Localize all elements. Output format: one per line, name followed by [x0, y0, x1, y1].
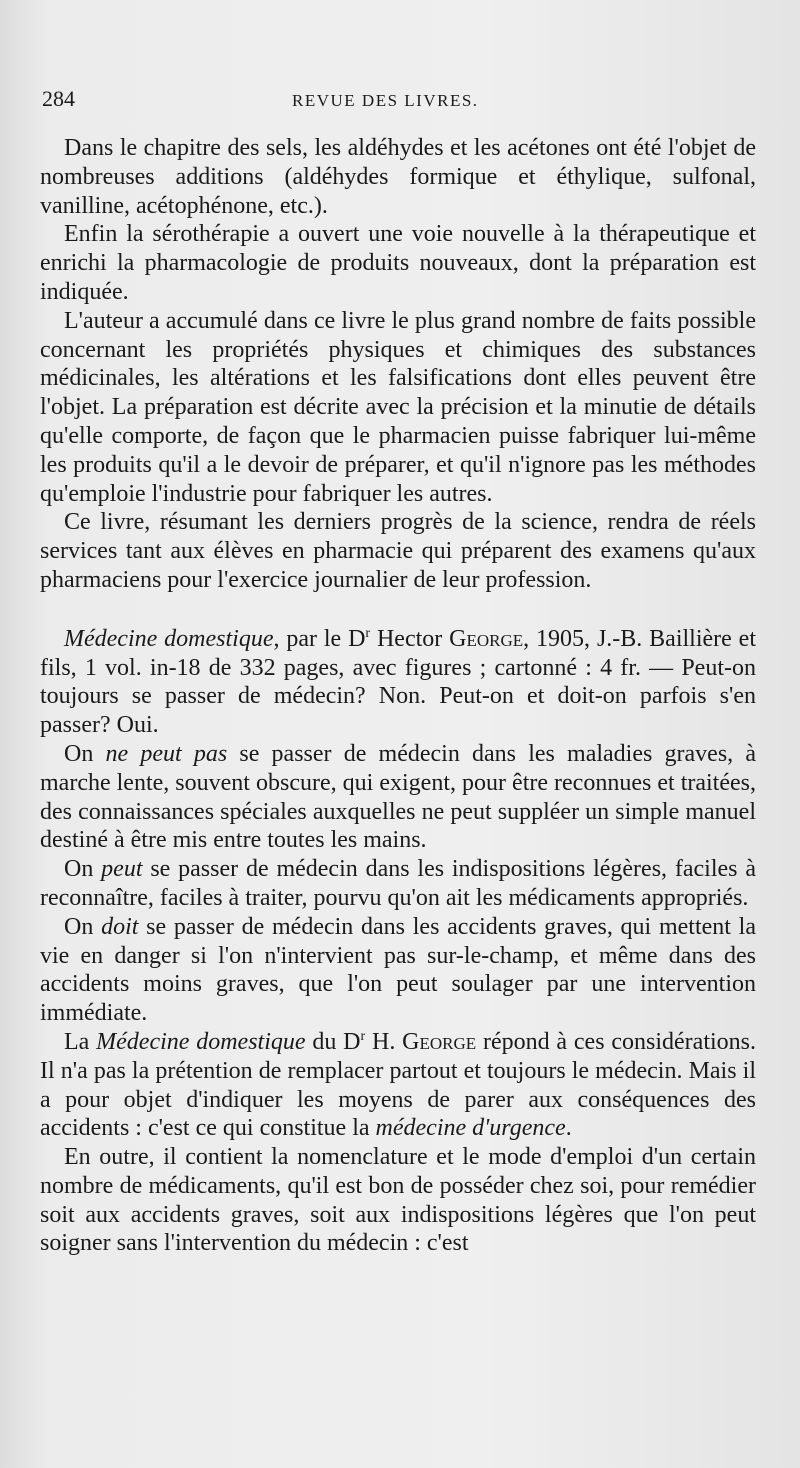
paragraph-3: L'auteur a accumulé dans ce livre le plus grand nombre de faits possible concernant les propriétés physiques et chimiques des substances médicinales, les altérations et les falsifications dont elles peuvent être l'objet. La préparation est décrite avec la précision et la minutie de détails qu'elle comporte, de façon que le pharmacien puisse fabriquer lui-même les produits qu'il a le devoir de préparer, et qu'il n'ignore pas les méthodes qu'emploie l'industrie pour fabriquer les autres.	[40, 307, 756, 507]
body-text	[40, 134, 756, 1258]
p6-before: On	[64, 740, 106, 767]
running-title: REVUE DES LIVRES.	[292, 91, 479, 110]
paragraph-10: En outre, il contient la nomenclature et le mode d'emploi d'un certain nombre de médicaments, qu'il est bon de posséder chez soi, pour remédier soit aux accidents graves, soit aux indispositions légères que l'on peut soigner sans l'intervention du médecin : c'est	[40, 1144, 756, 1257]
p9-dr-superscript: r	[360, 1028, 366, 1044]
p7-emphasis: peut	[101, 856, 143, 883]
paragraph-8	[40, 913, 756, 1028]
p7-after: se passer de médecin dans les indispositions légères, faciles à reconnaître, faciles à traiter, pourvu qu'on ait les médicaments appropriés.	[40, 856, 756, 911]
p9-author: H.	[365, 1028, 403, 1055]
page-header	[42, 86, 756, 120]
author-last: George	[449, 625, 524, 652]
paragraph-1: Dans le chapitre des sels, les aldéhydes et les acétones ont été l'objet de nombreuses additions (aldéhydes formique et éthylique, sulfonal, vanilline, acétophénone, etc.).	[40, 135, 756, 219]
p6-after: se passer de médecin dans les maladies graves, à marche lente, souvent obscure, qui exigent, pour être reconnues et traitées, des connaissances spéciales auxquelles ne peut suppléer un simple manuel destiné à être mis entre toutes les mains.	[40, 740, 756, 854]
paragraph-7	[40, 855, 756, 913]
book-review-heading	[40, 625, 756, 740]
by-text: , par le D	[273, 625, 366, 652]
paragraph-2: Enfin la sérothérapie a ouvert une voie nouvelle à la thérapeutique et enrichi la pharmacologie de produits nouveaux, dont la préparation est indiquée.	[40, 221, 756, 305]
paragraph-4: Ce livre, résumant les derniers progrès de la science, rendra de réels services tant aux élèves en pharmacie qui préparent des examens qu'aux pharmaciens pour l'exercice journalier de leur profession.	[40, 509, 756, 593]
p8-before: On	[64, 913, 102, 940]
page-number: 284	[42, 86, 75, 111]
p7-before: On	[64, 856, 102, 883]
p9-after: répond à ces considérations. Il n'a pas la prétention de remplacer partout et toujours le médecin. Mais il a pour objet d'indiquer les moyens de parer aux conséquences des accidents : c'est ce qui constitue la	[40, 1028, 756, 1142]
p8-after: se passer de médecin dans les accidents graves, qui mettent la vie en danger si l'on n'intervient pas sur-le-champ, et même dans des accidents moins graves, que l'on peut soulager par une intervention immédiate.	[40, 913, 756, 1027]
author-first: Hector	[370, 625, 450, 652]
p9-du: du D	[305, 1028, 361, 1055]
p9-before: La	[64, 1028, 97, 1055]
book-title: Médecine domestique	[64, 625, 274, 652]
book-details: , 1905, J.-B. Baillière et fils, 1 vol. in-18 de 332 pages, avec figures ; cartonné : 4 fr. — Peut-on toujours se passer de médecin? Non. Peut-on et doit-on parfois s'en passer? Oui.	[40, 625, 756, 739]
p6-emphasis: ne peut pas	[105, 740, 228, 767]
p9-end: .	[565, 1115, 572, 1142]
paragraph-9	[40, 1028, 756, 1143]
p9-emphasis: médecine d'urgence	[375, 1115, 566, 1142]
dr-superscript: r	[365, 625, 371, 641]
p8-emphasis: doit	[101, 913, 139, 940]
paragraph-6	[40, 740, 756, 855]
p9-author-last: George	[402, 1028, 477, 1055]
p9-title: Médecine domestique	[96, 1028, 306, 1055]
